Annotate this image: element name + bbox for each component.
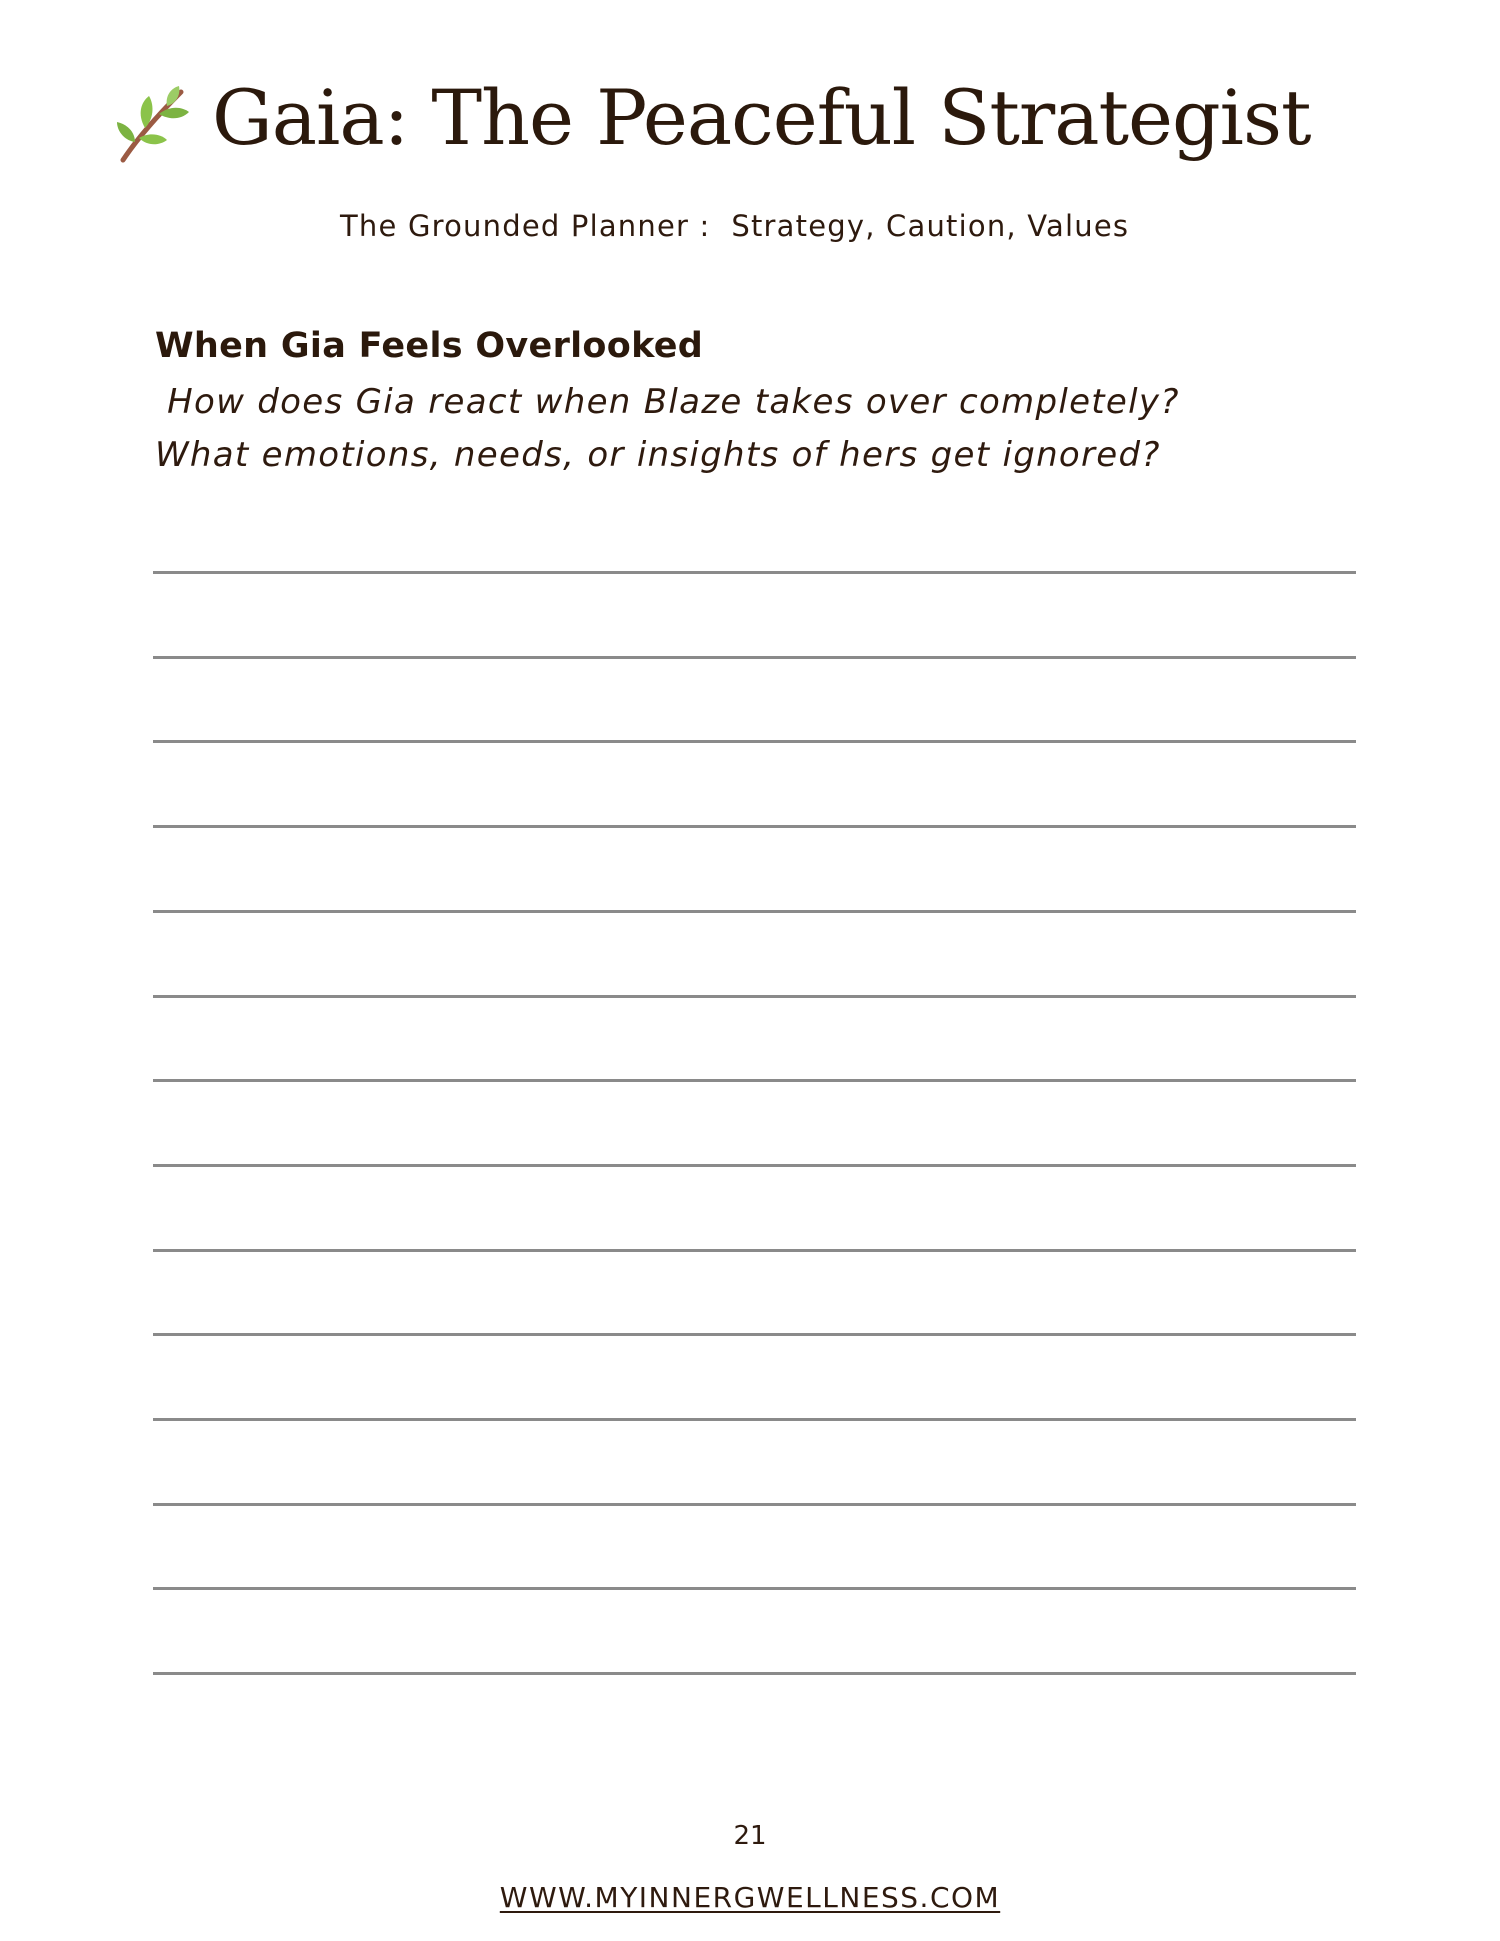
website-link[interactable]: WWW.MYINNERGWELLNESS.COM	[499, 1881, 1001, 1914]
prompt-question: What emotions, needs, or insights of hers get ignored?	[155, 435, 1161, 475]
page-number: 21	[733, 1821, 767, 1851]
writing-line[interactable]	[153, 1249, 1356, 1252]
writing-line[interactable]	[153, 1587, 1356, 1590]
writing-line[interactable]	[153, 825, 1356, 828]
writing-line[interactable]	[153, 1418, 1356, 1421]
writing-line[interactable]	[153, 571, 1356, 574]
leafy-branch-icon	[115, 84, 195, 164]
writing-line[interactable]	[153, 1079, 1356, 1082]
section-heading: When Gia Feels Overlooked	[155, 326, 704, 366]
page-subtitle: The Grounded Planner : Strategy, Caution, Values	[340, 209, 1130, 243]
writing-line[interactable]	[153, 910, 1356, 913]
writing-line[interactable]	[153, 1503, 1356, 1506]
page-title: Gaia: The Peaceful Strategist	[212, 73, 1311, 162]
footer-website[interactable]	[0, 1880, 1500, 1916]
writing-line[interactable]	[153, 656, 1356, 659]
writing-line[interactable]	[153, 1672, 1356, 1675]
writing-line[interactable]	[153, 1333, 1356, 1336]
writing-line[interactable]	[153, 1164, 1356, 1167]
writing-line[interactable]	[153, 995, 1356, 998]
prompt-question: How does Gia react when Blaze takes over completely?	[155, 382, 1180, 422]
writing-line[interactable]	[153, 740, 1356, 743]
